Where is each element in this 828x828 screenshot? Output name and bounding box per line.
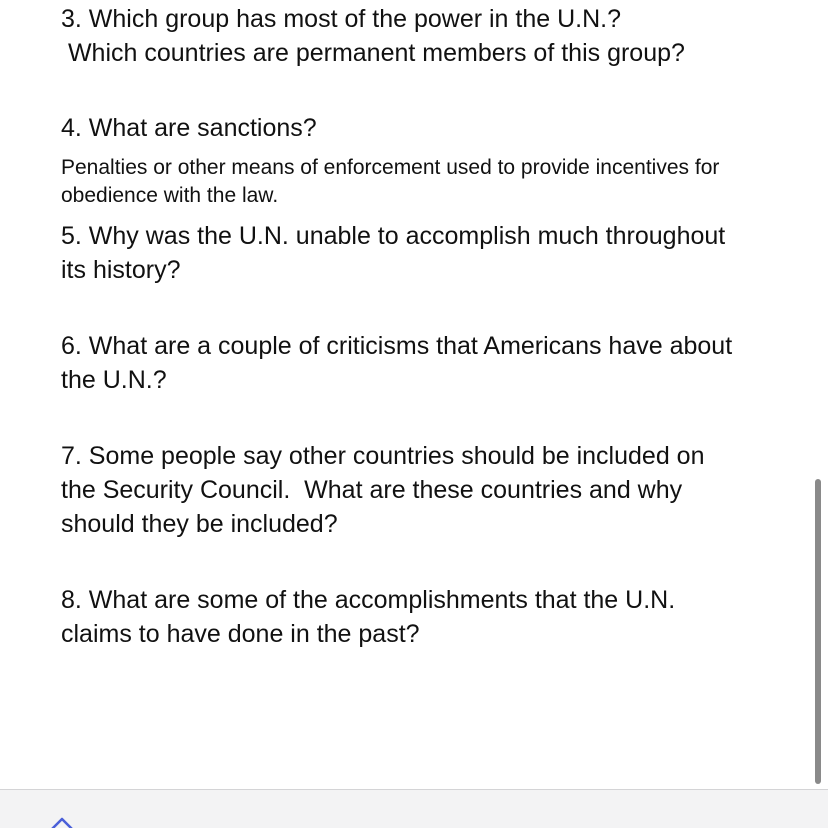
document-body bbox=[61, 2, 741, 651]
up-arrow-icon[interactable] bbox=[50, 817, 74, 828]
question-4: 4. What are sanctions? bbox=[61, 114, 317, 142]
vertical-scrollbar[interactable] bbox=[815, 479, 821, 784]
question-8: 8. What are some of the accomplishments that the U.N. claims to have done in the past? bbox=[61, 586, 683, 648]
question-7: 7. Some people say other countries should be included on the Security Council. What are these countries and why should they be included? bbox=[61, 442, 712, 538]
question-3: 3. Which group has most of the power in the U.N.? Which countries are permanent members of this group? bbox=[61, 5, 685, 67]
bottom-toolbar bbox=[0, 789, 828, 828]
question-6: 6. What are a couple of criticisms that Americans have about the U.N.? bbox=[61, 332, 740, 394]
question-5: 5. Why was the U.N. unable to accomplish much throughout its history? bbox=[61, 222, 733, 284]
answer-4: Penalties or other means of enforcement used to provide incentives for obedience with the law. bbox=[61, 156, 720, 207]
